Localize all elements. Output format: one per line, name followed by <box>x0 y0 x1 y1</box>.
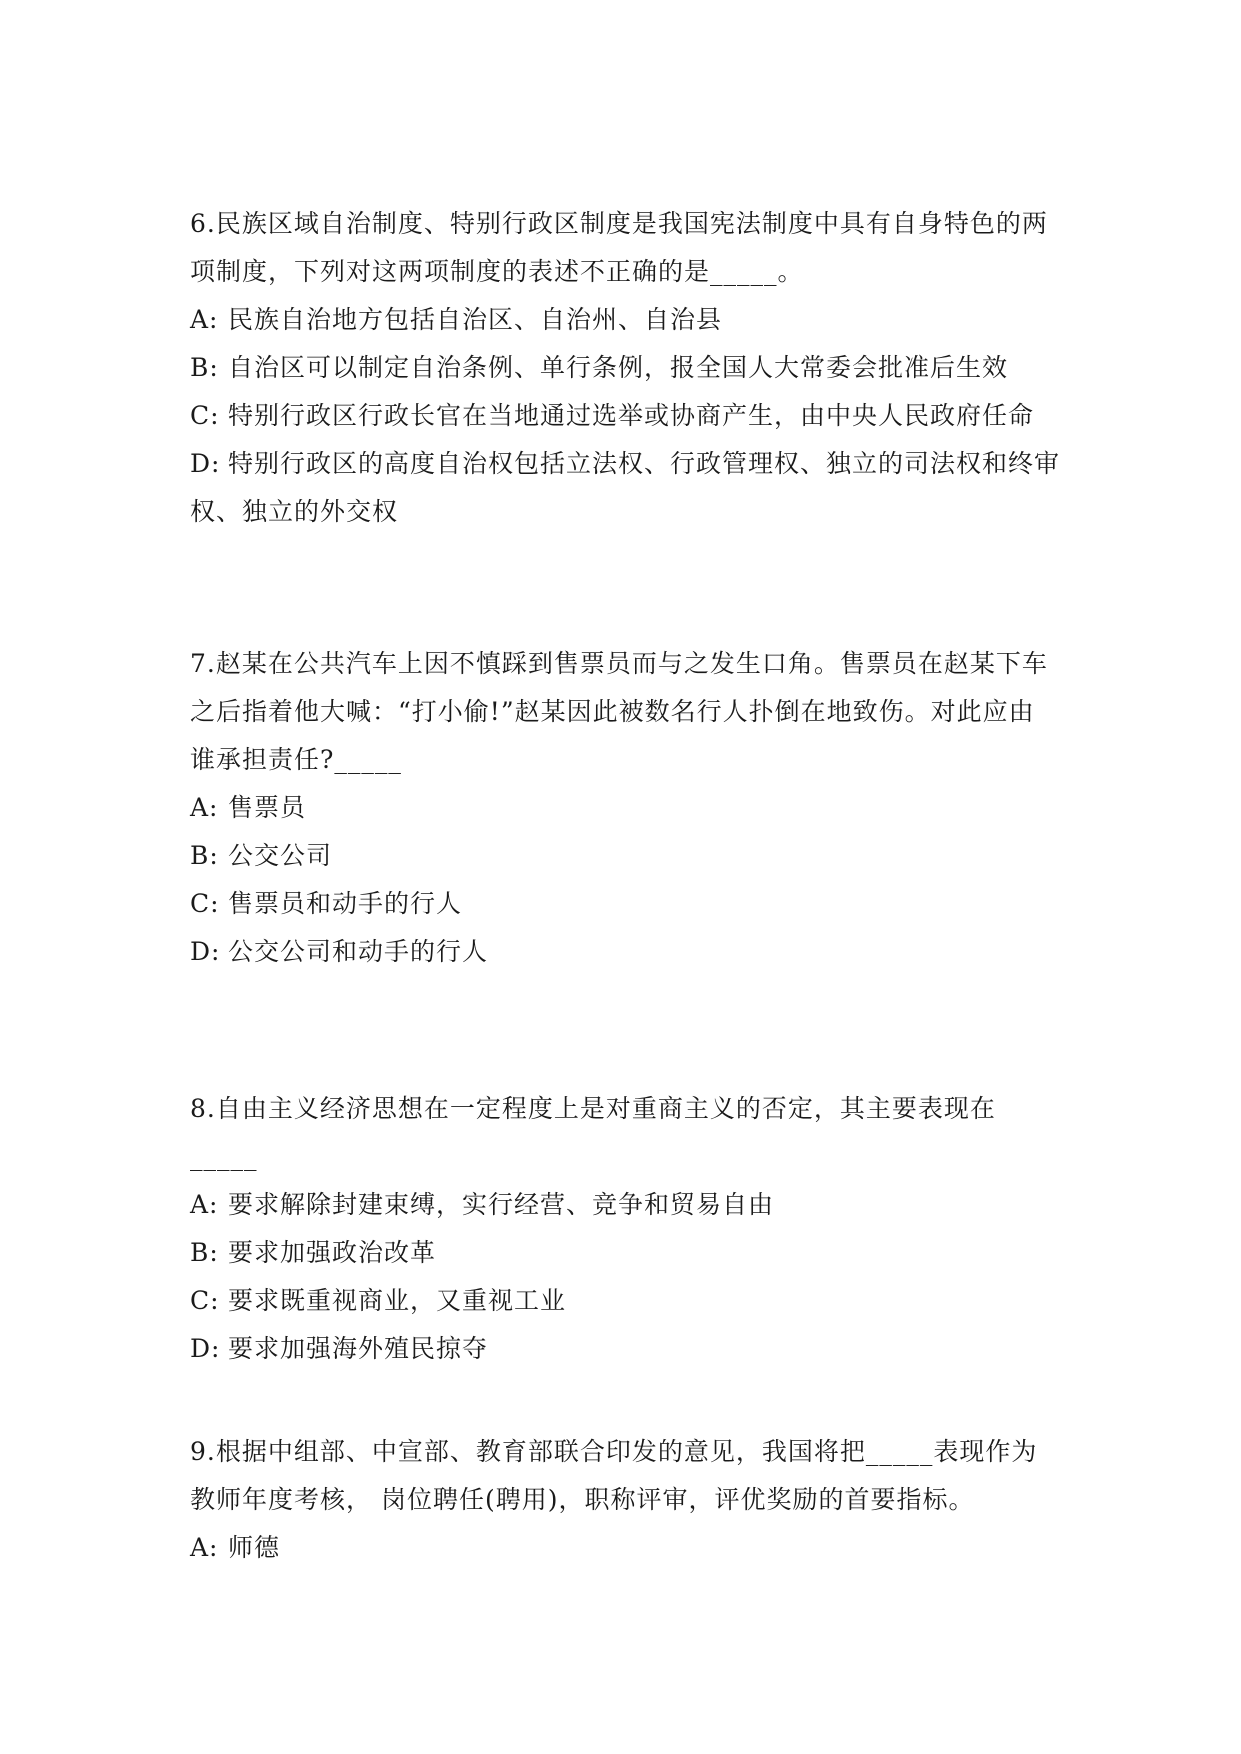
option-letter: A: <box>190 1533 219 1562</box>
option-letter: C: <box>190 401 220 430</box>
option-a <box>190 1524 1060 1572</box>
question-number: 7. <box>190 649 216 678</box>
question-number: 8. <box>190 1094 216 1123</box>
question-stem <box>190 200 1060 296</box>
option-d <box>190 928 1060 976</box>
option-text: 要求加强海外殖民掠夺 <box>228 1334 489 1363</box>
question-number: 6. <box>190 209 216 238</box>
option-text: 要求既重视商业，又重视工业 <box>228 1286 567 1315</box>
option-a <box>190 1181 1060 1229</box>
option-text: 公交公司 <box>228 841 333 870</box>
option-a <box>190 296 1060 344</box>
option-text: 特别行政区的高度自治权包括立法权、行政管理权、独立的司法权和终审权、独立的外交权 <box>190 449 1061 526</box>
option-letter: A: <box>190 793 219 822</box>
option-d <box>190 440 1060 536</box>
option-text: 民族自治地方包括自治区、自治州、自治县 <box>228 305 723 334</box>
option-text: 要求解除封建束缚，实行经营、竞争和贸易自由 <box>228 1190 775 1219</box>
question-text: 民族区域自治制度、特别行政区制度是我国宪法制度中具有自身特色的两项制度，下列对这两项制度的表述不正确的是_____。 <box>190 209 1048 286</box>
question-stem <box>190 1428 1060 1524</box>
question-7 <box>190 640 1060 976</box>
option-letter: C: <box>190 1286 220 1315</box>
question-8 <box>190 1085 1060 1373</box>
option-letter: B: <box>190 353 219 382</box>
option-text: 售票员和动手的行人 <box>228 889 463 918</box>
option-text: 要求加强政治改革 <box>228 1238 437 1267</box>
option-c <box>190 880 1060 928</box>
question-text: 自由主义经济思想在一定程度上是对重商主义的否定，其主要表现在_____ <box>190 1094 996 1171</box>
option-text: 特别行政区行政长官在当地通过选举或协商产生，由中央人民政府任命 <box>228 401 1035 430</box>
option-text: 公交公司和动手的行人 <box>228 937 489 966</box>
option-text: 自治区可以制定自治条例、单行条例，报全国人大常委会批准后生效 <box>228 353 1009 382</box>
option-c <box>190 392 1060 440</box>
option-letter: A: <box>190 305 219 334</box>
option-c <box>190 1277 1060 1325</box>
option-letter: B: <box>190 841 219 870</box>
question-number: 9. <box>190 1437 216 1466</box>
option-d <box>190 1325 1060 1373</box>
option-letter: D: <box>190 937 221 966</box>
question-stem <box>190 1085 1060 1181</box>
question-6 <box>190 200 1060 536</box>
option-letter: C: <box>190 889 220 918</box>
option-b <box>190 1229 1060 1277</box>
question-text: 赵某在公共汽车上因不慎踩到售票员而与之发生口角。售票员在赵某下车之后指着他大喊：“打小偷!”赵某因此被数名行人扑倒在地致伤。对此应由谁承担责任?_____ <box>190 649 1048 774</box>
option-letter: D: <box>190 449 221 478</box>
question-9 <box>190 1428 1060 1572</box>
option-letter: B: <box>190 1238 219 1267</box>
option-text: 师德 <box>228 1533 281 1562</box>
option-letter: A: <box>190 1190 219 1219</box>
option-b <box>190 832 1060 880</box>
option-b <box>190 344 1060 392</box>
option-letter: D: <box>190 1334 221 1363</box>
option-a <box>190 784 1060 832</box>
option-text: 售票员 <box>228 793 307 822</box>
question-text: 根据中组部、中宣部、教育部联合印发的意见，我国将把_____表现作为教师年度考核， 岗位聘任(聘用)，职称评审，评优奖励的首要指标。 <box>190 1437 1038 1514</box>
question-stem <box>190 640 1060 784</box>
